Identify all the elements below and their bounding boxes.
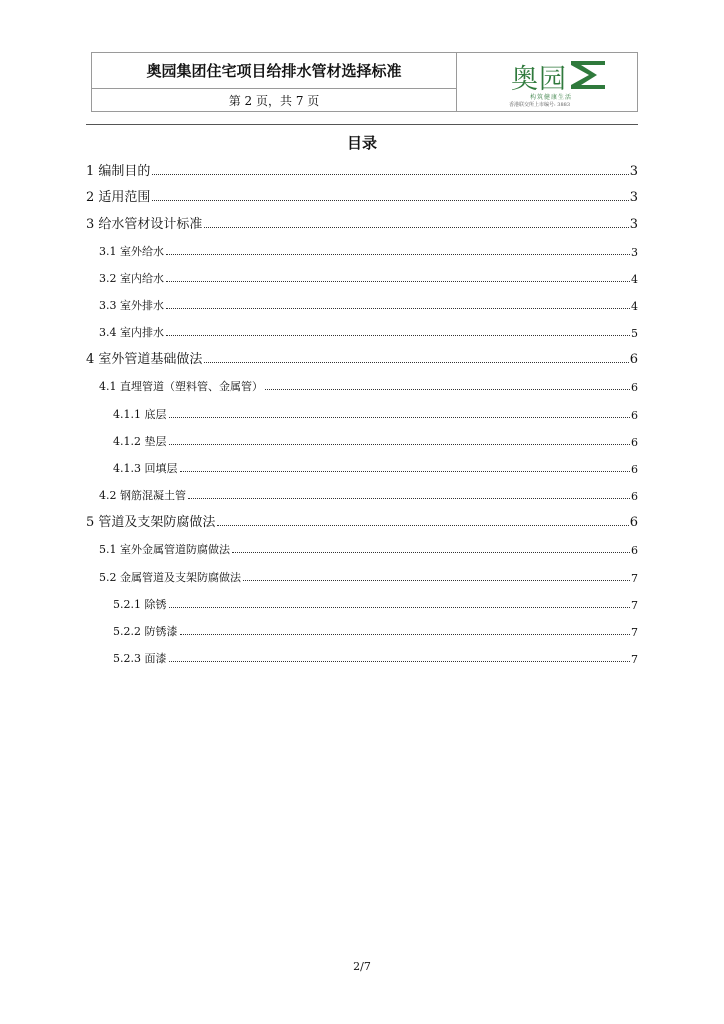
toc-entry-label: 5.2 金属管道及支架防腐做法 — [99, 571, 241, 584]
toc-leader — [166, 308, 630, 309]
toc-leader — [204, 362, 628, 363]
toc-entry-label: 4.1.2 垫层 — [113, 435, 167, 448]
toc-entry[interactable] — [113, 431, 638, 449]
toc-entry-page: 4 — [631, 273, 638, 286]
toc-entry-label: 3 给水管材设计标准 — [86, 217, 203, 232]
toc-entry-label: 5.1 室外金属管道防腐做法 — [99, 543, 230, 556]
toc-leader — [180, 471, 631, 472]
toc-entry-label: 4 室外管道基础做法 — [86, 352, 203, 367]
toc-leader — [180, 634, 631, 635]
toc-entry-label: 3.1 室外给水 — [99, 245, 164, 258]
toc-leader — [169, 607, 631, 608]
toc-entry-page: 4 — [631, 300, 638, 313]
toc-entry[interactable] — [86, 214, 638, 232]
toc-entry[interactable] — [113, 404, 638, 422]
toc-entry[interactable] — [99, 539, 638, 557]
toc-entry-page: 7 — [631, 626, 638, 639]
toc-entry[interactable] — [113, 458, 638, 476]
toc-leader — [169, 661, 631, 662]
toc-entry[interactable] — [86, 161, 638, 179]
toc-entry-page: 7 — [631, 653, 638, 666]
toc-leader — [243, 580, 630, 581]
toc-entry[interactable] — [99, 485, 638, 503]
logo-wordmark: 奥园 — [511, 64, 567, 95]
toc-entry-label: 3.4 室内排水 — [99, 326, 164, 339]
toc-entry-page: 6 — [631, 436, 638, 449]
toc-leader — [169, 444, 631, 445]
toc-leader — [217, 525, 628, 526]
toc-entry[interactable] — [86, 187, 638, 205]
document-title: 奥园集团住宅项目给排水管材选择标准 — [92, 53, 457, 89]
toc-entry[interactable] — [86, 349, 638, 367]
toc-entry-page: 6 — [629, 352, 638, 367]
toc-entry-label: 5.2.1 除锈 — [113, 598, 167, 611]
toc-entry-page: 7 — [631, 599, 638, 612]
toc-leader — [265, 389, 630, 390]
toc-leader — [188, 498, 630, 499]
toc-leader — [166, 281, 630, 282]
logo-tagline: 构筑健康生活 — [530, 94, 573, 101]
toc-entry[interactable] — [99, 376, 638, 394]
company-logo — [457, 53, 638, 111]
toc-entry[interactable] — [99, 268, 638, 286]
toc-entry-page: 3 — [629, 217, 638, 232]
toc-entry-label: 1 编制目的 — [86, 164, 151, 179]
toc-heading: 目录 — [346, 134, 377, 152]
toc-entry-label: 3.2 室内给水 — [99, 272, 164, 285]
toc-entry[interactable] — [113, 648, 638, 666]
toc-entry-label: 4.2 钢筋混凝土管 — [99, 489, 186, 502]
toc-entry-label: 4.1.3 回填层 — [113, 462, 178, 475]
toc-entry[interactable] — [86, 512, 638, 530]
logo-stock-code: 香港联交所上市编号: 3883 — [509, 102, 570, 108]
toc-entry[interactable] — [113, 594, 638, 612]
footer-page-number: 2/7 — [353, 960, 371, 973]
toc-entry-page: 6 — [631, 463, 638, 476]
toc-leader — [166, 254, 630, 255]
toc-entry-page: 6 — [631, 409, 638, 422]
toc-entry-page: 3 — [629, 164, 638, 179]
toc-entry-label: 3.3 室外排水 — [99, 299, 164, 312]
toc-leader — [166, 335, 630, 336]
toc-leader — [232, 552, 630, 553]
header-divider — [86, 124, 638, 125]
toc-entry-label: 4.1 直埋管道（塑料管、金属管） — [99, 380, 263, 393]
document-header — [91, 52, 638, 112]
header-page-info: 第 2 页，共 7 页 — [92, 89, 457, 111]
toc-entry-page: 5 — [631, 327, 638, 340]
toc-entry-page: 3 — [629, 190, 638, 205]
toc-entry-page: 7 — [631, 572, 638, 585]
toc-entry-label: 2 适用范围 — [86, 190, 151, 205]
toc-entry-label: 4.1.1 底层 — [113, 408, 167, 421]
toc-leader — [152, 200, 628, 201]
toc-leader — [169, 417, 631, 418]
toc-entry[interactable] — [99, 567, 638, 585]
logo-arrow-icon — [571, 61, 605, 89]
toc-entry[interactable] — [99, 295, 638, 313]
toc-entry-page: 6 — [629, 515, 638, 530]
toc-entry-label: 5 管道及支架防腐做法 — [86, 515, 216, 530]
toc-entry-page: 6 — [631, 544, 638, 557]
toc-leader — [152, 174, 628, 175]
toc-entry-page: 6 — [631, 381, 638, 394]
toc-entry-label: 5.2.3 面漆 — [113, 652, 167, 665]
toc-entry[interactable] — [99, 322, 638, 340]
toc-entry-page: 6 — [631, 490, 638, 503]
toc-leader — [204, 227, 628, 228]
toc-entry[interactable] — [99, 241, 638, 259]
toc-entry[interactable] — [113, 621, 638, 639]
toc-entry-page: 3 — [631, 246, 638, 259]
toc-entry-label: 5.2.2 防锈漆 — [113, 625, 178, 638]
